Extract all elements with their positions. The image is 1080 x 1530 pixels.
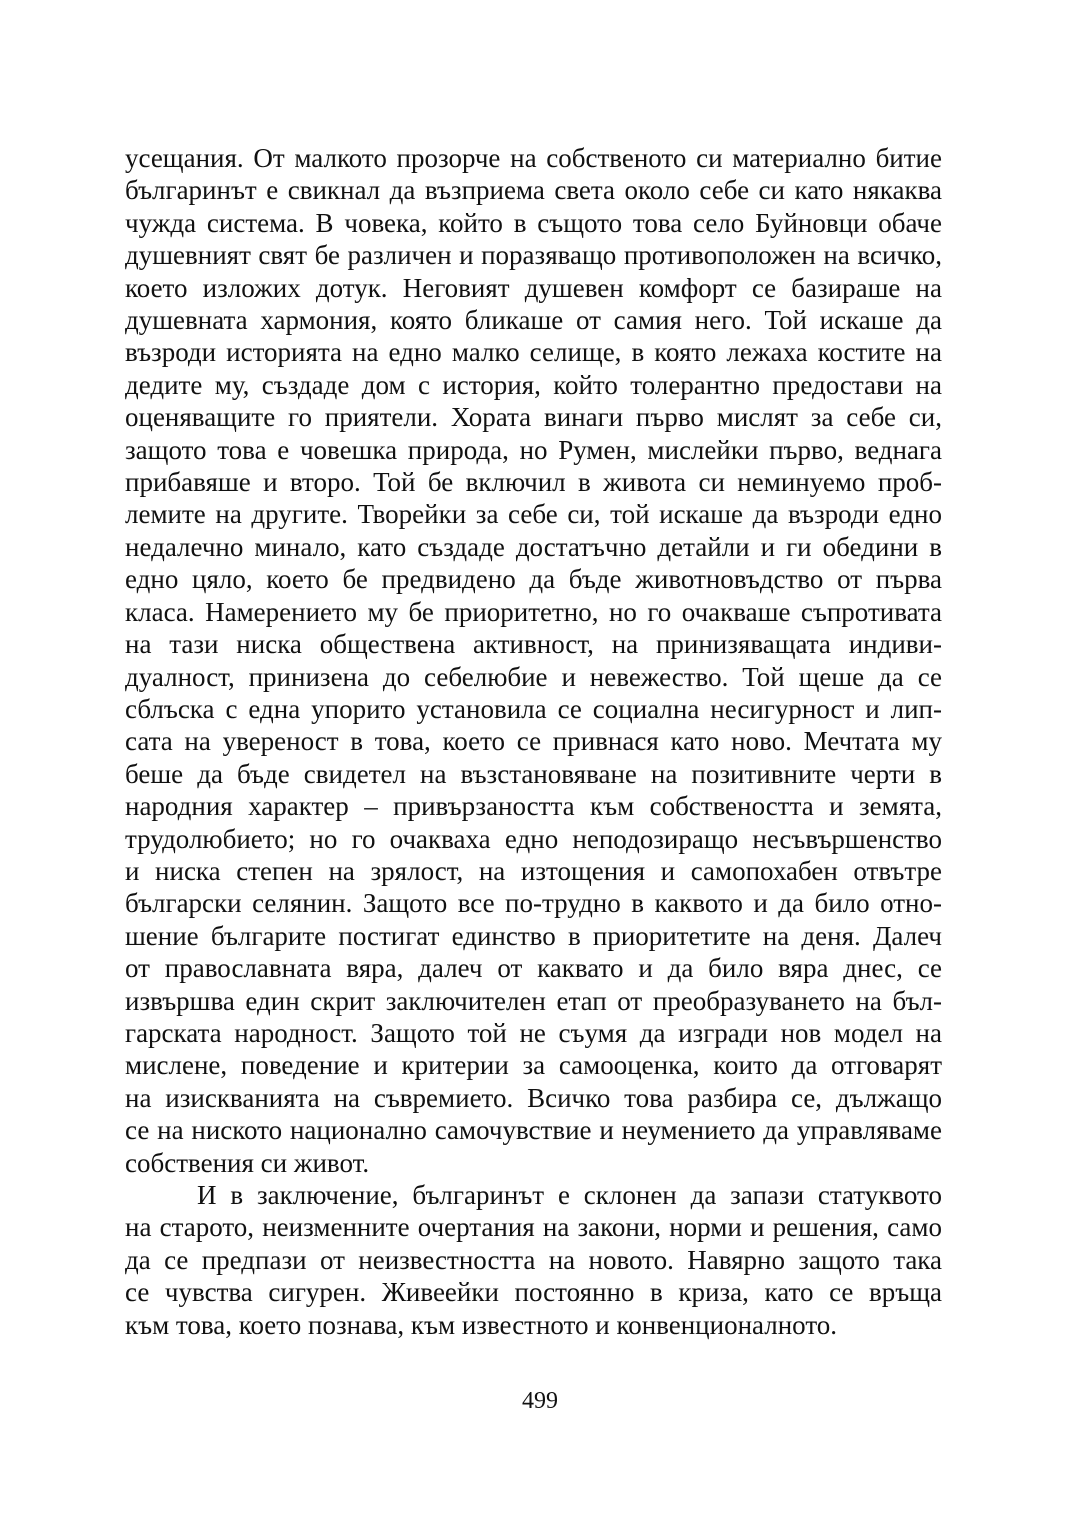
text-line: народния характер – привързаността към собствеността и земята, [125, 791, 942, 822]
text-line: трудолюбието; но го очакваха едно неподозиращо несъвършенство [125, 823, 942, 854]
text-line: лемите на другите. Творейки за себе си, той искаше да възроди едно [125, 499, 942, 530]
text-line: да се предпази от неизвестността на новото. Навярно защото така [125, 1244, 942, 1275]
text-line: извършва един скрит заключителен етап от преобразуването на бъл- [125, 985, 942, 1016]
text-line: чужда система. В човека, който в същото това село Буйновци обаче [125, 207, 942, 238]
text-line: на изискванията на съвремието. Всичко това разбира се, дължащо [125, 1082, 942, 1113]
text-line: български селянин. Защото все по-трудно в каквото и да било отно- [125, 888, 942, 919]
text-line: и ниска степен на зрялост, на изтощения и самопохабен отвътре [125, 855, 942, 886]
text-line: душевният свят бе различен и поразяващо противоположен на всичко, [125, 240, 942, 271]
text-line: дедите му, създаде дом с история, който толерантно предостави на [125, 369, 942, 400]
paragraph-2 [125, 1179, 942, 1341]
text-line: душевната хармония, която бликаше от самия него. Той искаше да [125, 305, 942, 336]
text-line: българинът е свикнал да възприема света около себе си като някаква [125, 175, 942, 206]
text-line: И в заключение, българинът е склонен да запази статуквото [197, 1180, 942, 1210]
text-line: едно цяло, което бе предвидено да бъде животновъдство от първа [125, 564, 942, 595]
text-line: беше да бъде свидетел на възстановяване на позитивните черти в [125, 758, 942, 789]
text-line: мислене, поведение и критерии за самооценка, които да отговарят [125, 1050, 942, 1081]
text-line: от православната вяра, далеч от каквато и да било вяра днес, се [125, 953, 942, 984]
text-line: класа. Намерението му бе приоритетно, но го очакваше съпротивата [125, 596, 942, 627]
text-line: оценяващите го приятели. Хората винаги първо мислят за себе си, [125, 402, 942, 433]
text-line: сблъска с една упорито установила се социална несигурност и лип- [125, 693, 942, 724]
text-line: на старото, неизменните очертания на закони, норми и решения, само [125, 1212, 942, 1243]
paragraph-1 [125, 142, 942, 1179]
text-line: шение българите постигат единство в приоритетите на деня. Далеч [125, 920, 942, 951]
text-line: усещания. От малкото прозорче на собственото си материално битие [125, 143, 942, 173]
text-line: прибавяше и второ. Той бе включил в живота си неминуемо проб- [125, 467, 942, 498]
text-line: гарската народност. Защото той не съумя да изгради нов модел на [125, 1017, 942, 1048]
text-line: недалечно минало, като създаде достатъчно детайли и ги обедини в [125, 531, 942, 562]
page-number: 499 [522, 1388, 558, 1414]
text-line: сата на увереност в това, което се привнася като ново. Мечтата му [125, 726, 942, 757]
text-line: дуалност, принизена до себелюбие и невежество. Той щеше да се [125, 661, 942, 692]
text-line: на тази ниска обществена активност, на принизяващата индиви- [125, 629, 942, 660]
text-line: се на ниското национално самочувствие и неумението да управляваме [125, 1115, 942, 1146]
text-line: се чувства сигурен. Живеейки постоянно в криза, като се връща [125, 1277, 942, 1308]
text-line: възроди историята на едно малко селище, в която лежаха костите на [125, 337, 942, 368]
text-line: което изложих дотук. Неговият душевен комфорт се базираше на [125, 272, 942, 303]
text-line: собствения си живот. [125, 1147, 370, 1178]
text-line: към това, което познава, към известното и конвенционалното. [125, 1309, 838, 1340]
text-line: защото това е човешка природа, но Румен, мислейки първо, веднага [125, 434, 942, 465]
page-body [125, 142, 942, 1341]
